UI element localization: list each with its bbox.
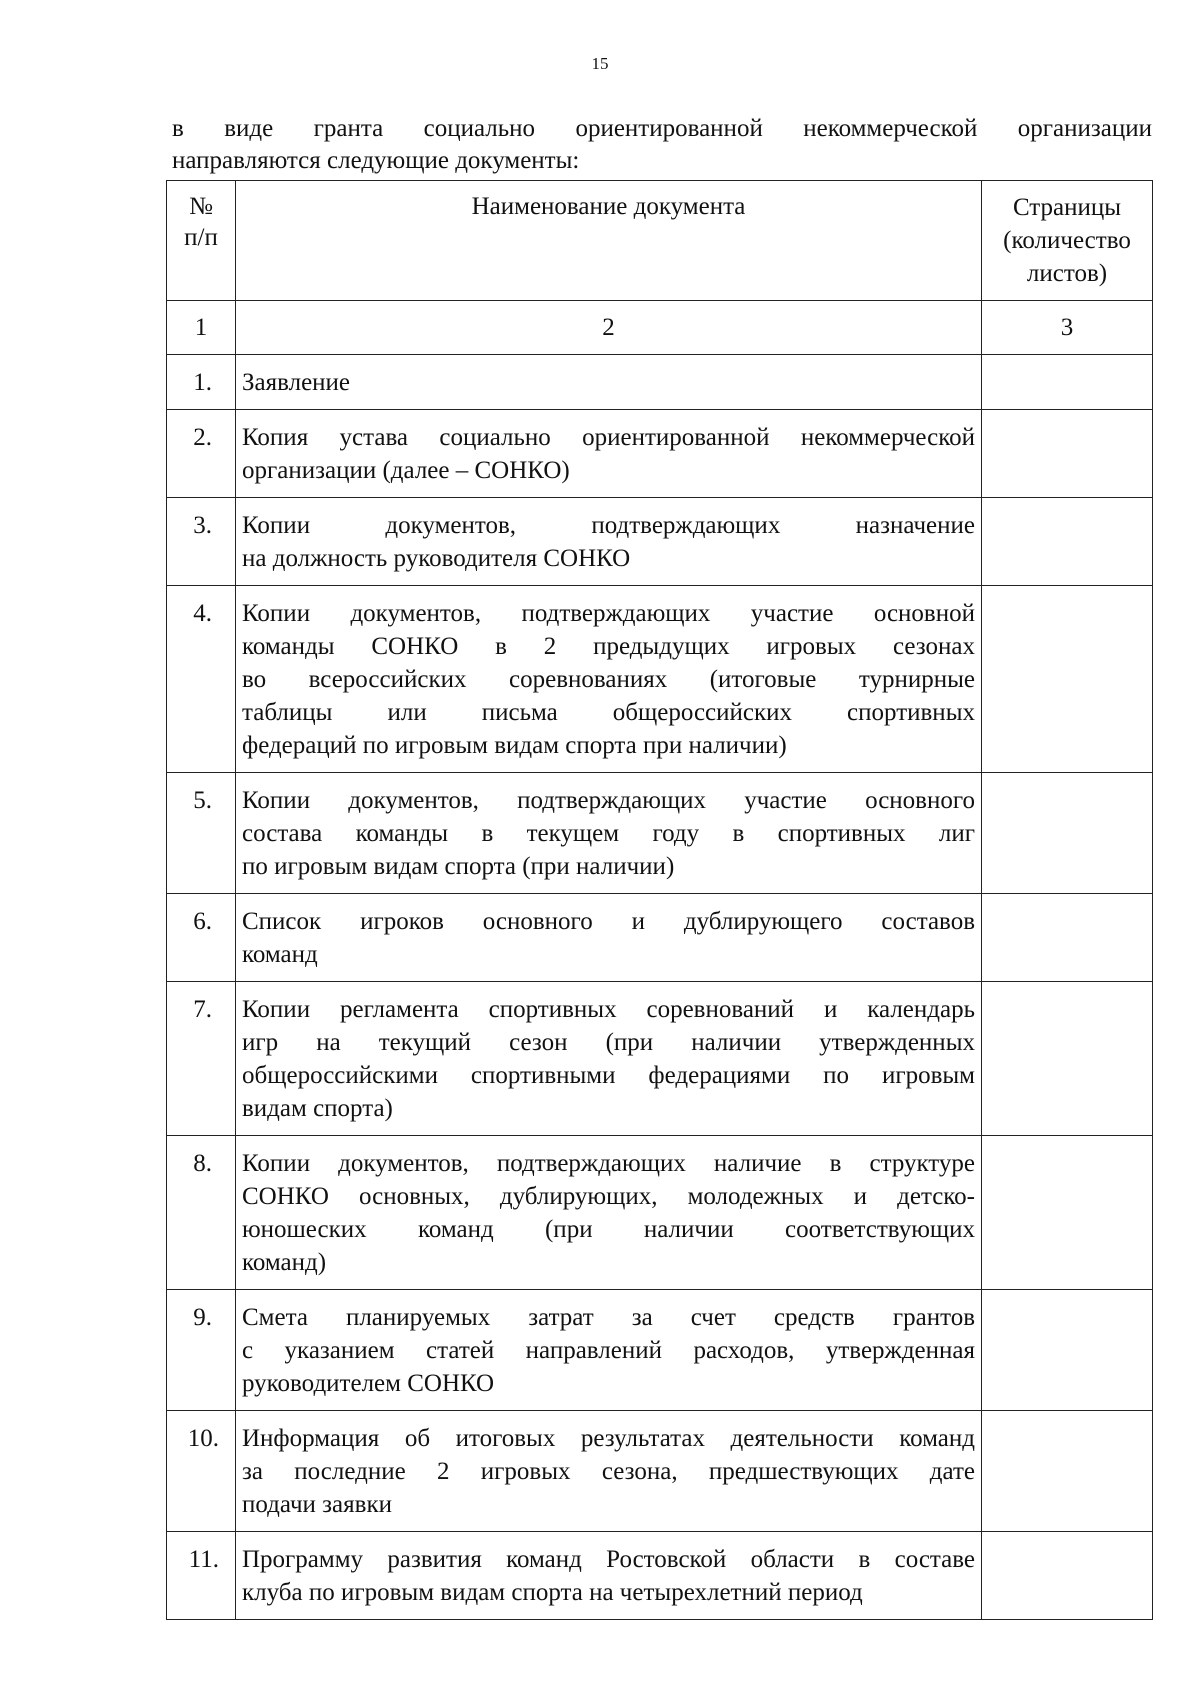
row-number: 3. (167, 498, 236, 586)
row-document-name-line: Копия устава социально ориентированной некоммерческой (242, 424, 975, 451)
row-document-name-line: Копии регламента спортивных соревнований и календарь (242, 996, 975, 1023)
row-document-name-line: игр на текущий сезон (при наличии утвержденных (242, 1029, 975, 1056)
row-document-name-line: федераций по игровым видам спорта при наличии) (242, 732, 787, 759)
row-pages-cell (982, 586, 1153, 773)
row-pages-cell (982, 410, 1153, 498)
table-row (167, 586, 1153, 773)
column-index-row (167, 301, 1153, 355)
intro-line-1: в виде гранта социально ориентированной некоммерческой организации (172, 115, 1152, 142)
header-number-symbol: № (189, 193, 213, 220)
row-document-name (236, 410, 982, 498)
row-document-name-line: Информация об итоговых результатах деятельности команд (242, 1425, 975, 1452)
row-document-name (236, 1411, 982, 1532)
column-index-3: 3 (982, 301, 1153, 355)
row-document-name (236, 982, 982, 1136)
row-pages-cell (982, 498, 1153, 586)
row-document-name-line: Заявление (242, 369, 351, 396)
table-row (167, 410, 1153, 498)
header-pages-line-2: (количество (1003, 227, 1131, 254)
row-number: 4. (167, 586, 236, 773)
table-header-row (167, 181, 1153, 301)
row-number: 7. (167, 982, 236, 1136)
row-document-name (236, 1532, 982, 1620)
documents-table (166, 180, 1153, 1620)
column-index-1: 1 (167, 301, 236, 355)
row-pages-cell (982, 894, 1153, 982)
row-document-name-line: Копии документов, подтверждающих наличие в структуре (242, 1150, 975, 1177)
row-number: 5. (167, 773, 236, 894)
row-document-name-line: состава команды в текущем году в спортивных лиг (242, 820, 975, 847)
table-row (167, 355, 1153, 410)
row-pages-cell (982, 1532, 1153, 1620)
row-document-name-line: за последние 2 игровых сезона, предшествующих дате (242, 1458, 975, 1485)
row-document-name (236, 773, 982, 894)
row-pages-cell (982, 773, 1153, 894)
row-document-name-line: СОНКО основных, дублирующих, молодежных и детско- (242, 1183, 975, 1210)
table-body (167, 355, 1153, 1620)
row-document-name-line: подачи заявки (242, 1491, 392, 1518)
row-document-name-line: общероссийскими спортивными федерациями по игровым (242, 1062, 975, 1089)
header-pages-line-3: листов) (1026, 260, 1108, 287)
row-document-name-line: Программу развития команд Ростовской области в составе (242, 1546, 975, 1573)
header-number (167, 181, 236, 301)
row-pages-cell (982, 355, 1153, 410)
row-pages-cell (982, 1411, 1153, 1532)
row-document-name (236, 894, 982, 982)
row-document-name-line: команд (242, 941, 318, 968)
row-document-name-line: команд) (242, 1249, 327, 1276)
row-document-name (236, 1290, 982, 1411)
table-row (167, 1411, 1153, 1532)
table-row (167, 1136, 1153, 1290)
row-document-name (236, 498, 982, 586)
table-row (167, 894, 1153, 982)
row-number: 11. (167, 1532, 236, 1620)
table-row (167, 773, 1153, 894)
column-index-2: 2 (236, 301, 982, 355)
row-document-name-line: Копии документов, подтверждающих назначение (242, 512, 975, 539)
row-document-name (236, 355, 982, 410)
row-number: 2. (167, 410, 236, 498)
row-document-name-line: Список игроков основного и дублирующего составов (242, 908, 975, 935)
row-document-name (236, 586, 982, 773)
row-document-name-line: по игровым видам спорта (при наличии) (242, 853, 675, 880)
row-document-name-line: клуба по игровым видам спорта на четырехлетний период (242, 1579, 863, 1606)
row-document-name-line: организации (далее – СОНКО) (242, 457, 570, 484)
row-document-name-line: на должность руководителя СОНКО (242, 545, 631, 572)
row-pages-cell (982, 1290, 1153, 1411)
row-document-name-line: юношеских команд (при наличии соответствующих (242, 1216, 975, 1243)
row-number: 1. (167, 355, 236, 410)
table-row (167, 1290, 1153, 1411)
header-number-abbrev: п/п (184, 224, 218, 251)
row-document-name (236, 1136, 982, 1290)
row-pages-cell (982, 1136, 1153, 1290)
row-document-name-line: с указанием статей направлений расходов, утвержденная (242, 1337, 975, 1364)
table-row (167, 498, 1153, 586)
row-document-name-line: во всероссийских соревнованиях (итоговые турнирные (242, 666, 975, 693)
row-document-name-line: Копии документов, подтверждающих участие основного (242, 787, 975, 814)
row-document-name-line: команды СОНКО в 2 предыдущих игровых сезонах (242, 633, 975, 660)
row-document-name-line: Копии документов, подтверждающих участие основной (242, 600, 975, 627)
page-number: 15 (591, 54, 609, 73)
intro-paragraph (172, 113, 1152, 177)
header-document-name: Наименование документа (236, 181, 982, 301)
table-row (167, 982, 1153, 1136)
intro-line-2: направляются следующие документы: (172, 147, 580, 174)
row-number: 9. (167, 1290, 236, 1411)
table-row (167, 1532, 1153, 1620)
header-pages (982, 181, 1153, 301)
row-document-name-line: Смета планируемых затрат за счет средств грантов (242, 1304, 975, 1331)
row-number: 10. (167, 1411, 236, 1532)
row-number: 6. (167, 894, 236, 982)
row-document-name-line: руководителем СОНКО (242, 1370, 495, 1397)
row-pages-cell (982, 982, 1153, 1136)
row-document-name-line: таблицы или письма общероссийских спортивных (242, 699, 975, 726)
header-pages-line-1: Страницы (1012, 194, 1122, 221)
row-document-name-line: видам спорта) (242, 1095, 393, 1122)
row-number: 8. (167, 1136, 236, 1290)
